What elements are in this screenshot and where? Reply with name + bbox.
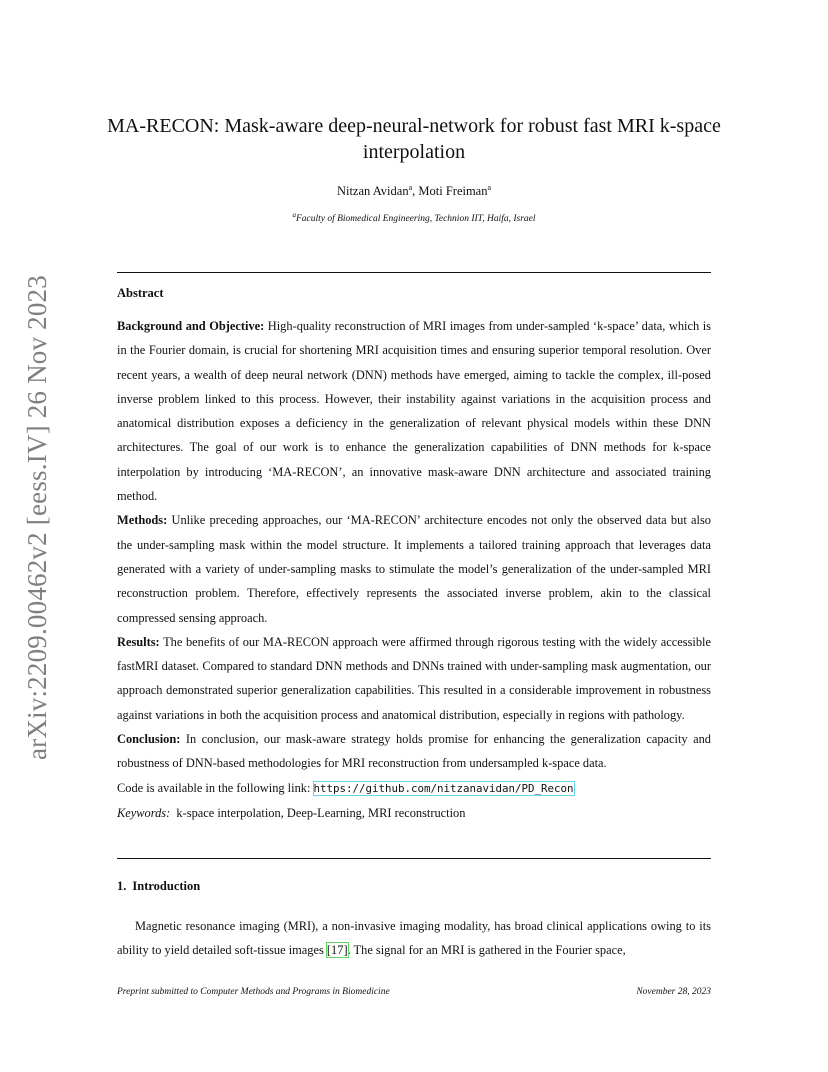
background-text: High-quality reconstruction of MRI images from under-sampled ‘k-space’ data, which is in the Fourier domain, is crucial for shortening MRI acquisition times and ensuring superior temporal resolution. Over recent years, a wealth of deep neural network (DNN) methods have emerged, aiming to tackle the complex, ill-posed inverse problem linked to this process. However, their instability against variations in the acquisition process and anatomical distribution exposes a deficiency in the generalization of relevant physical models within these DNN architectures. The goal of our work is to enhance the generalization capabilities of DNN methods for k-space interpolation by introducing ‘MA-RECON’, an innovative mask-aware DNN architecture and associated training method. [117, 319, 711, 504]
paper-title: MA-RECON: Mask-aware deep-neural-network for robust fast MRI k-space interpolation [107, 115, 721, 163]
abstract-methods [117, 508, 711, 629]
conclusion-text: In conclusion, our mask-aware strategy holds promise for enhancing the generalization capacity and robustness of DNN-based methodologies for MRI reconstruction from undersampled k-space data. [117, 732, 711, 771]
conclusion-label: Conclusion: [117, 732, 181, 747]
abstract-top-rule [117, 272, 711, 273]
results-text: The benefits of our MA-RECON approach were affirmed through rigorous testing with the widely accessible fastMRI dataset. Compared to standard DNN methods and DNNs trained with under-sampling mask augmentation, our approach demonstrated superior generalization capabilities. This resulted in a considerable improvement in robustness against variations in both the acquisition process and anatomical distribution, especially in regions with pathology. [117, 634, 711, 722]
methods-label: Methods: [117, 513, 168, 528]
author-name: Moti Freiman [418, 184, 488, 199]
section-title: Introduction [132, 879, 201, 893]
abstract-results [117, 630, 711, 727]
section-heading-introduction [117, 879, 200, 894]
author-affil-marker: a [408, 183, 413, 192]
code-text: Code is available in the following link: [117, 780, 314, 795]
arxiv-side-stamp: arXiv:2209.00462v2 [eess.IV] 26 Nov 2023 [22, 275, 52, 760]
code-availability [117, 776, 711, 801]
author-list [0, 183, 828, 199]
keywords [117, 801, 711, 825]
affiliation-marker: a [292, 211, 296, 219]
abstract-bottom-rule [117, 858, 711, 859]
abstract-background [117, 314, 711, 508]
introduction-paragraph [117, 914, 711, 963]
section-number: 1. [117, 879, 127, 893]
results-label: Results: [117, 634, 160, 649]
abstract-heading: Abstract [117, 286, 164, 300]
background-label: Background and Objective: [117, 319, 265, 333]
affiliation-text: Faculty of Biomedical Engineering, Technion IIT, Haifa, Israel [295, 214, 536, 225]
footer-date: November 28, 2023 [636, 987, 711, 997]
intro-text: Magnetic resonance imaging (MRI), a non-invasive imaging modality, has broad clinical applications owing to its ability to yield detailed soft-tissue images [117, 919, 711, 958]
citation-link[interactable]: [17] [326, 943, 348, 958]
affiliation [0, 211, 828, 224]
footer-journal: Preprint submitted to Computer Methods and Programs in Biomedicine [117, 987, 390, 997]
code-repo-link[interactable]: https://github.com/nitzanavidan/PD_Recon [313, 781, 574, 795]
author-name: Nitzan Avidan [336, 184, 409, 199]
author-affil-marker: a [487, 183, 492, 192]
keywords-label: Keywords: [117, 805, 171, 820]
author-separator: , [412, 184, 419, 199]
keywords-text: k-space interpolation, Deep-Learning, MRI reconstruction [170, 805, 466, 820]
abstract-conclusion [117, 727, 711, 776]
abstract-body [117, 314, 711, 825]
intro-text-continued: . The signal for an MRI is gathered in the Fourier space, [347, 943, 626, 958]
methods-text: Unlike preceding approaches, our ‘MA-RECON’ architecture encodes not only the observed data but also the under-sampling mask within the model structure. It implements a tailored training approach that leverages data generated with a variety of under-sampling masks to stimulate the model’s generalization of the under-sampled MRI reconstruction problem. Therefore, effectively represents the associated inverse problem, akin to the classical compressed sensing approach. [117, 513, 711, 625]
